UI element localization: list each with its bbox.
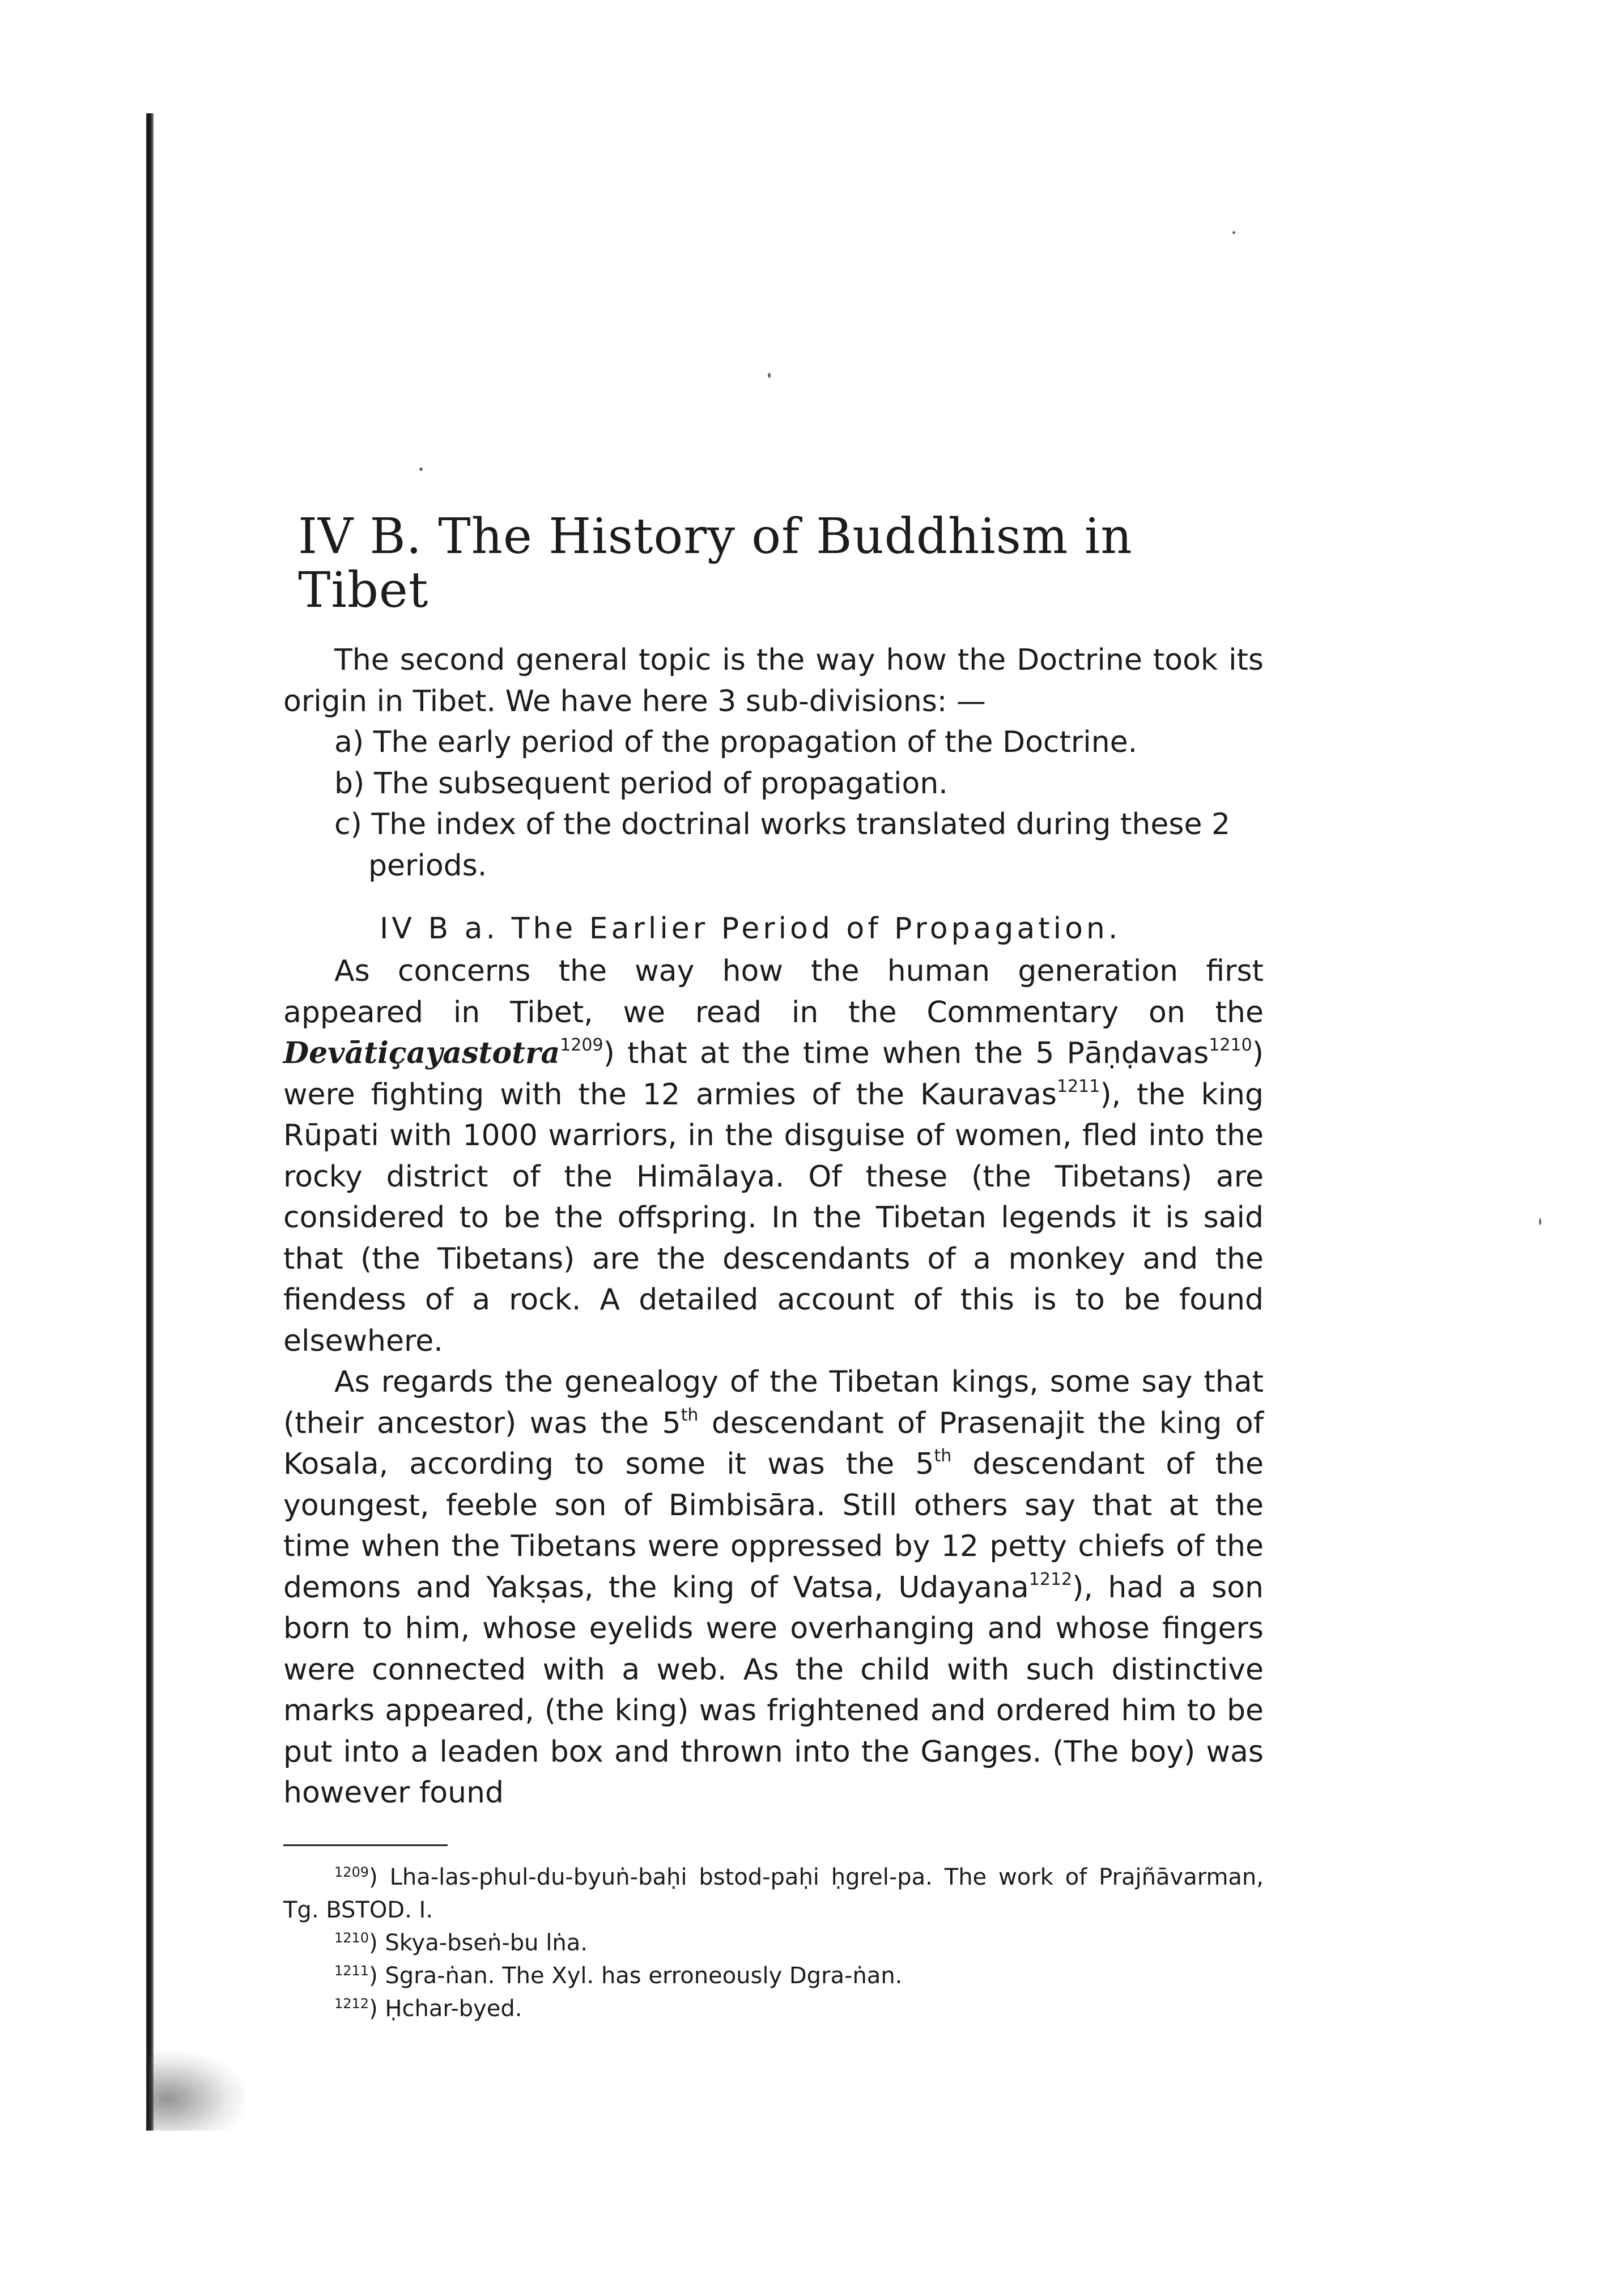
footnote-number: 1212 xyxy=(334,1995,369,2012)
work-title: Devātiçayastotra xyxy=(283,1036,560,1071)
page-binding-shadow xyxy=(146,113,154,2131)
footnote-number: 1210 xyxy=(334,1929,369,1946)
footnote-divider xyxy=(283,1844,448,1846)
paragraph-text: ), had a son born to him, whose eyelids were overhanging and whose fingers were connected with a web. As the child with such distinctive marks appeared, (the king) was frightened and ordered him to be put into a leaden box and thrown into the Ganges. (The boy) was however found xyxy=(283,1570,1264,1810)
paragraph-text: descendant of the youngest, feeble son of Bimbisāra. Still others say that at the time when the Tibetans were oppressed by 12 petty chiefs of the demons and Yakṣas, the king of Vatsa, Udayana xyxy=(283,1447,1264,1605)
footnote-ref[interactable]: 1211 xyxy=(1056,1076,1100,1096)
paragraph-text: ) that at the time when the 5 Pāṇḍavas xyxy=(603,1036,1209,1071)
footnote xyxy=(283,1992,1264,2025)
body-paragraph xyxy=(283,951,1264,1362)
footnote xyxy=(283,1959,1264,1992)
footnote-text: ) Lha-las-phul-du-byuṅ-baḥi bstod-paḥi ḥgrel-pa. The work of Prajñāvarman, Tg. BSTOD. I. xyxy=(283,1864,1264,1923)
scan-speck xyxy=(419,467,423,471)
paragraph-text: As concerns the way how the human generation first appeared in Tibet, we read in the Commentary on the xyxy=(283,954,1264,1030)
section-heading: IV B a. The Earlier Period of Propagation. xyxy=(380,912,1121,946)
body-paragraph xyxy=(283,1362,1264,1814)
footnote-text: ) Ḥchar-byed. xyxy=(369,1995,522,2022)
footnote xyxy=(283,1861,1264,1927)
scan-speck xyxy=(1539,1218,1541,1225)
footnote-text: ) Skya-bseṅ-bu lṅa. xyxy=(369,1929,588,1956)
footnote-ref[interactable]: 1209 xyxy=(560,1035,603,1056)
scan-smudge xyxy=(148,2051,245,2131)
list-item: c) The index of the doctrinal works translated during these 2 periods. xyxy=(334,807,1231,883)
footnote-number: 1209 xyxy=(334,1864,369,1880)
paragraph-text: ) were fighting with the 12 armies of the Kauravas xyxy=(283,1036,1264,1112)
list-item: b) The subsequent period of propagation. xyxy=(334,766,948,801)
paragraph-text: As regards the genealogy of the Tibetan kings, some say that (their ancestor) was the 5 xyxy=(283,1365,1264,1440)
book-page xyxy=(283,510,1264,2025)
chapter-title: IV B. The History of Buddhism in Tibet xyxy=(298,508,1133,619)
intro-paragraph: The second general topic is the way how the Doctrine took its origin in Tibet. We have here 3 sub-divisions: — xyxy=(283,643,1264,718)
ordinal-suffix: th xyxy=(681,1405,699,1425)
paragraph-text: descendant of Prasenajit the king of Kosala, according to some it was the 5 xyxy=(283,1406,1264,1482)
scan-speck xyxy=(1232,231,1235,234)
footnote-number: 1211 xyxy=(334,1962,369,1979)
scan-speck xyxy=(768,373,771,378)
ordinal-suffix: th xyxy=(934,1446,952,1466)
paragraph-text: ), the king Rūpati with 1000 warriors, in the disguise of women, fled into the rocky district of the Himālaya. Of these (the Tibetans) are considered to be the offspring. In the Tibetan legends it is said that (the Tibetans) are the descendants of a monkey and the fiendess of a rock. A detailed account of this is to be found elsewhere. xyxy=(283,1077,1264,1358)
list-item: a) The early period of the propagation of the Doctrine. xyxy=(334,725,1138,760)
footnote-text: ) Sgra-ṅan. The Xyl. has erroneously Dgra-ṅan. xyxy=(369,1962,903,1989)
footnote xyxy=(283,1927,1264,1959)
footnote-ref[interactable]: 1210 xyxy=(1209,1035,1252,1056)
footnote-ref[interactable]: 1212 xyxy=(1028,1569,1073,1589)
